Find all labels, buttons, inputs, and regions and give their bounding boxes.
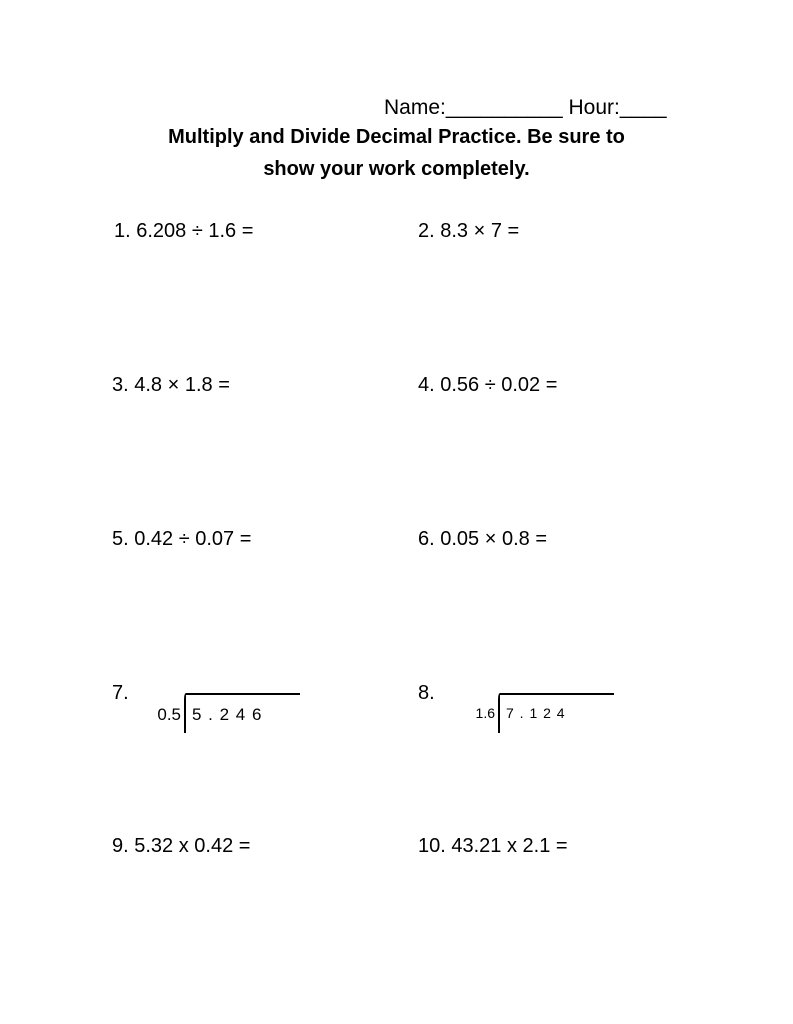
problem-8-dividend: 7 . 1 2 4: [506, 705, 565, 721]
worksheet-title-line-2: show your work completely.: [263, 158, 530, 180]
problem-6: 6. 0.05 × 0.8 =: [418, 528, 547, 550]
problem-5: 5. 0.42 ÷ 0.07 =: [112, 528, 252, 550]
problem-8-long-division: [475, 693, 614, 733]
problem-4: 4. 0.56 ÷ 0.02 =: [418, 374, 558, 396]
problem-7-dividend: 5 . 2 4 6: [192, 705, 262, 724]
problem-8-divisor: 1.6: [475, 705, 495, 721]
name-hour-line: Name:__________ Hour:____: [384, 96, 667, 119]
problem-2: 2. 8.3 × 7 =: [418, 220, 520, 242]
problem-7-number: 7.: [112, 682, 129, 704]
problem-3: 3. 4.8 × 1.8 =: [112, 374, 230, 396]
problem-7-divisor: 0.5: [157, 705, 181, 724]
problem-7-long-division: [157, 693, 300, 733]
problem-9: 9. 5.32 x 0.42 =: [112, 835, 251, 857]
worksheet-title-line-1: Multiply and Divide Decimal Practice. Be sure to: [168, 126, 625, 148]
problem-10: 10. 43.21 x 2.1 =: [418, 835, 568, 857]
problem-8-number: 8.: [418, 682, 435, 704]
problem-1: 1. 6.208 ÷ 1.6 =: [114, 220, 254, 242]
